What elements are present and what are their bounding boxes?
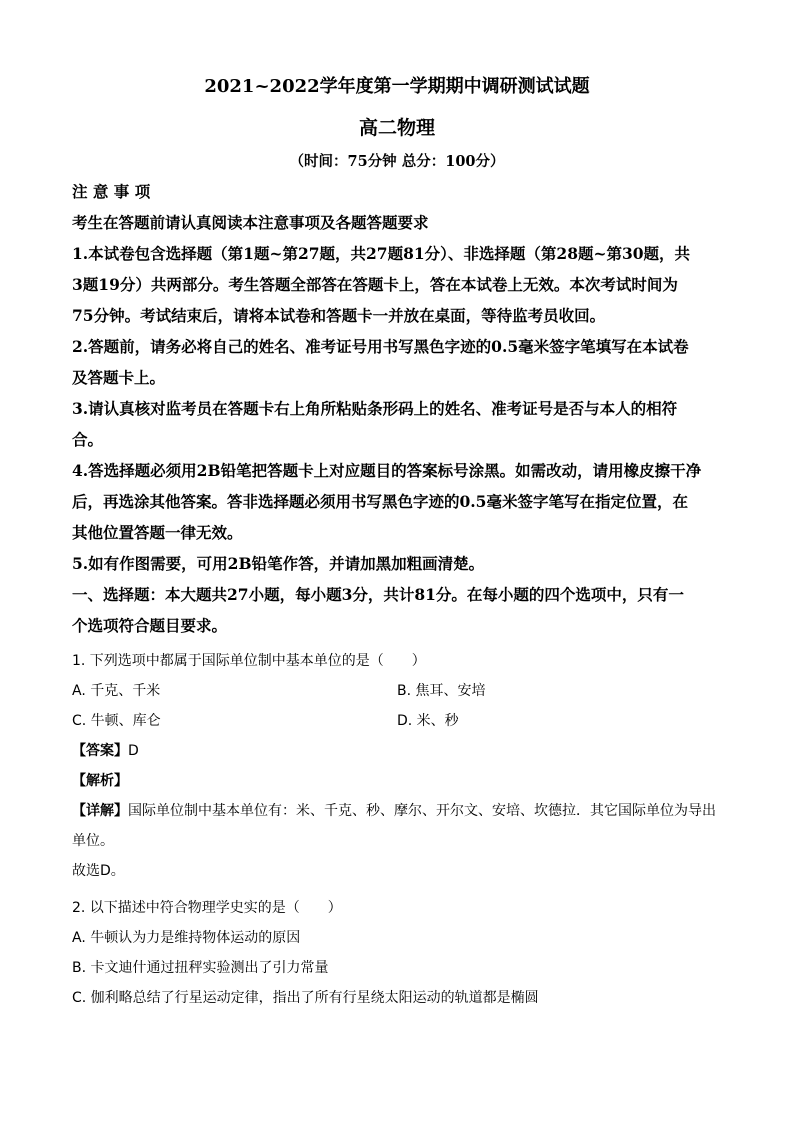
- q2-option-a: A. 牛顿认为力是维持物体运动的原因: [72, 930, 301, 946]
- q2-stem: 2. 以下描述中符合物理学史实的是（ ）: [72, 900, 342, 916]
- answer-tag: 【答案】: [72, 743, 128, 759]
- q1-detail-line-2: 单位。: [72, 833, 114, 849]
- note-4-line-2: 后，再选涂其他答案。答非选择题必须用书写黑色字迹的0.5毫米签字笔写在指定位置，在: [72, 492, 688, 511]
- exam-title: 2021~2022学年度第一学期期中调研测试试题: [204, 76, 590, 97]
- section-1-line-1: 一、选择题：本大题共27小题，每小题3分，共计81分。在每小题的四个选项中，只有一: [72, 585, 684, 604]
- q2-option-c: C. 伽利略总结了行星运动定律，指出了所有行星绕太阳运动的轨道都是椭圆: [72, 990, 539, 1006]
- note-2-line-2: 及答题卡上。: [72, 368, 166, 387]
- q1-option-c: C. 牛顿、库仑: [72, 713, 161, 729]
- q1-option-a: A. 千克、千米: [72, 683, 161, 699]
- q1-option-b: B. 焦耳、安培: [397, 683, 486, 699]
- notes-heading: 注 意 事 项: [72, 182, 151, 201]
- q2-option-b: B. 卡文迪什通过扭秤实验测出了引力常量: [72, 960, 329, 976]
- note-3-line-2: 合。: [72, 430, 104, 449]
- exam-meta: （时间：75分钟 总分：100分）: [289, 153, 505, 170]
- q1-options-row-2: [72, 706, 722, 736]
- notes-intro: 考生在答题前请认真阅读本注意事项及各题答题要求: [72, 213, 429, 232]
- note-1-line-3: 75分钟。考试结束后，请将本试卷和答题卡一并放在桌面，等待监考员收回。: [72, 306, 606, 325]
- note-5: 5.如有作图需要，可用2B铅笔作答，并请加黑加粗画清楚。: [72, 554, 485, 573]
- note-3-line-1: 3.请认真核对监考员在答题卡右上角所粘贴条形码上的姓名、准考证号是否与本人的相符: [72, 399, 678, 418]
- answer-value: D: [128, 743, 139, 759]
- note-4-line-1: 4.答选择题必须用2B铅笔把答题卡上对应题目的答案标号涂黑。如需改动，请用橡皮擦干净: [72, 461, 702, 480]
- subject-title: 高二物理: [358, 117, 435, 139]
- note-1-line-1: 1.本试卷包含选择题（第1题~第27题，共27题81分）、非选择题（第28题~第30题，共: [72, 244, 691, 263]
- question-1: [72, 646, 722, 886]
- detail-tag: 【详解】: [72, 803, 128, 819]
- notes-section: [72, 176, 722, 641]
- q1-conclusion: 故选D。: [72, 863, 125, 879]
- q1-analysis-tag: 【解析】: [72, 773, 128, 789]
- q1-options-row-1: [72, 676, 722, 706]
- q1-stem: 1. 下列选项中都属于国际单位制中基本单位的是（ ）: [72, 653, 426, 669]
- note-1-line-2: 3题19分）共两部分。考生答题全部答在答题卡上，答在本试卷上无效。本次考试时间为: [72, 275, 678, 294]
- question-2: [72, 893, 722, 1013]
- q1-option-d: D. 米、秒: [397, 713, 459, 729]
- note-4-line-3: 其他位置答题一律无效。: [72, 523, 243, 542]
- q1-answer: [72, 736, 722, 766]
- q1-detail: [72, 796, 722, 826]
- section-1-line-2: 个选项符合题目要求。: [72, 616, 228, 635]
- detail-line-1: 国际单位制中基本单位有：米、千克、秒、摩尔、开尔文、安培、坎德拉．其它国际单位为导出: [128, 803, 716, 819]
- note-2-line-1: 2.答题前，请务必将自己的姓名、准考证号用书写黑色字迹的0.5毫米签字笔填写在本试卷: [72, 337, 689, 356]
